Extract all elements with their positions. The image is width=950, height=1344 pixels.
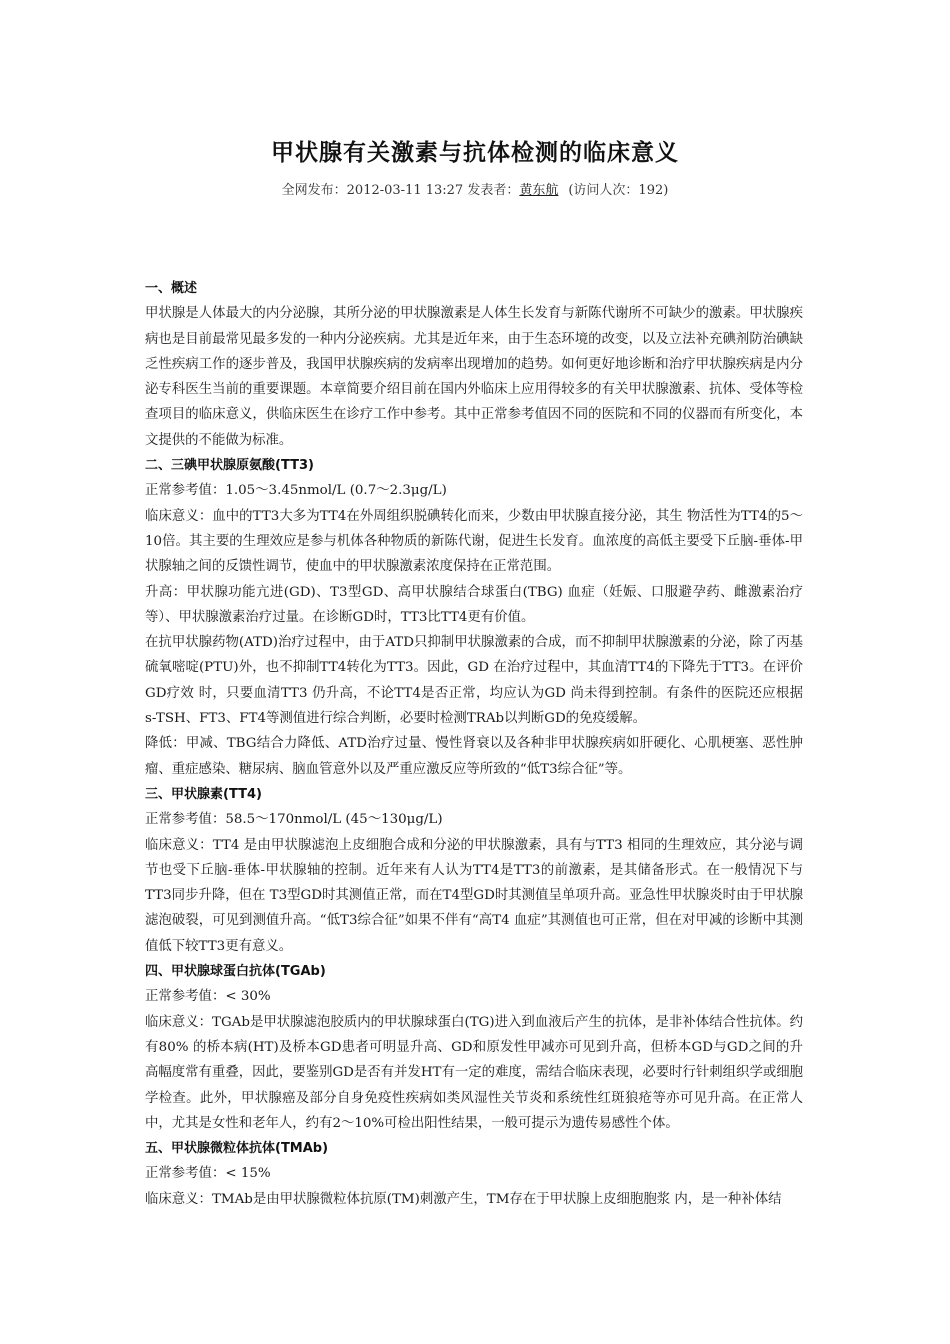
article-body — [145, 276, 803, 1212]
paragraph: 临床意义：TT4 是由甲状腺滤泡上皮细胞合成和分泌的甲状腺激素，具有与TT3 相同的生理效应，其分泌与调节也受下丘脑-垂体-甲状腺轴的控制。近年来有人认为TT4是TT3的前激素，是其储备形式。在一般情况下与TT3同步升降，但在 T3型GD时其测值正常，而在T4型GD时其测值呈单项升高。亚急性甲状腺炎时由于甲状腺滤泡破裂，可见到测值升高。“低T3综合征”如果不伴有“高T4 血症”其测值也可正常，但在对甲减的诊断中其测值低下较TT3更有意义。 — [145, 837, 803, 954]
paragraph: 临床意义：TMAb是由甲状腺微粒体抗原(TM)刺激产生，TM存在于甲状腺上皮细胞胞浆 内，是一种补体结 — [145, 1191, 782, 1207]
paragraph: 在抗甲状腺药物(ATD)治疗过程中，由于ATD只抑制甲状腺激素的合成，而不抑制甲状腺激素的分泌，除了丙基硫氧嘧啶(PTU)外，也不抑制TT4转化为TT3。因此，GD 在治疗过程中，其血清TT4的下降先于TT3。在评价GD疗效 时，只要血清TT3 仍升高，不论TT4是否正常，均应认为GD 尚未得到控制。有条件的医院还应根据 s-TSH、FT3、FT4等测值进行综合判断，必要时检测TRAb以判断GD的免疫缓解。 — [145, 635, 803, 727]
paragraph: 甲状腺是人体最大的内分泌腺，其所分泌的甲状腺激素是人体生长发育与新陈代谢所不可缺少的激素。甲状腺疾病也是目前最常见最多发的一种内分泌疾病。尤其是近年来，由于生态环境的改变，以及立法补充碘剂防治碘缺乏性疾病工作的逐步普及，我国甲状腺疾病的发病率出现增加的趋势。如何更好地诊断和治疗甲状腺疾病是内分泌专科医生当前的重要课题。本章简要介绍目前在国内外临床上应用得较多的有关甲状腺激素、抗体、受体等检查项目的临床意义，供临床医生在诊疗工作中参考。其中正常参考值因不同的医院和不同的仪器而有所变化，本文提供的不能做为标准。 — [145, 306, 803, 448]
reference-value: 正常参考值：1.05～3.45nmol/L (0.7～2.3μg/L) — [145, 483, 447, 499]
paragraph: 升高：甲状腺功能亢进(GD)、T3型GD、高甲状腺结合球蛋白(TBG) 血症（妊娠、口服避孕药、雌激素治疗等）、甲状腺激素治疗过量。在诊断GD时，TT3比TT4更有价值。 — [145, 584, 803, 625]
paragraph: 降低：甲减、TBG结合力降低、ATD治疗过量、慢性肾衰以及各种非甲状腺疾病如肝硬化、心肌梗塞、恶性肿瘤、重症感染、糖尿病、脑血管意外以及严重应激反应等所致的“低T3综合征”等。 — [145, 736, 803, 777]
reference-value: 正常参考值：< 15% — [145, 1166, 271, 1182]
section-heading-tgab: 四、甲状腺球蛋白抗体(TGAb) — [145, 964, 326, 980]
author-link[interactable]: 黄东航 — [519, 183, 559, 198]
reference-value: 正常参考值：58.5～170nmol/L (45～130μg/L) — [145, 812, 443, 828]
visit-count: (访问人次：192) — [568, 183, 669, 198]
section-heading-tt4: 三、甲状腺素(TT4) — [145, 786, 262, 802]
section-heading-tt3: 二、三碘甲状腺原氨酸(TT3) — [145, 458, 314, 474]
paragraph: 临床意义：血中的TT3大多为TT4在外周组织脱碘转化而来，少数由甲状腺直接分泌，其生 物活性为TT4的5～10倍。其主要的生理效应是参与机体各种物质的新陈代谢，促进生长发育。血浓度的高低主要受下丘脑-垂体-甲状腺轴之间的反馈性调节，使血中的甲状腺激素浓度保持在正常范围。 — [145, 508, 803, 575]
article-meta — [0, 179, 950, 198]
article-title: 甲状腺有关激素与抗体检测的临床意义 — [271, 140, 679, 166]
publish-info: 全网发布：2012-03-11 13:27 发表者： — [281, 183, 520, 198]
section-heading-tmab: 五、甲状腺微粒体抗体(TMAb) — [145, 1141, 329, 1157]
reference-value: 正常参考值：< 30% — [145, 989, 271, 1005]
paragraph: 临床意义：TGAb是甲状腺滤泡胶质内的甲状腺球蛋白(TG)进入到血液后产生的抗体，是非补体结合性抗体。约有80% 的桥本病(HT)及桥本GD患者可明显升高、GD和原发性甲减亦可见到升高，但桥本GD与GD之间的升高幅度常有重叠，因此，要鉴别GD是否有并发HT有一定的难度，需结合临床表现，必要时行针刺组织学或细胞学检查。此外，甲状腺癌及部分自身免疫性疾病如类风湿性关节炎和系统性红斑狼疮等亦可见升高。在正常人中，尤其是女性和老年人，约有2～10%可检出阳性结果，一般可提示为遗传易感性个体。 — [145, 1014, 804, 1131]
section-heading-overview: 一、概述 — [145, 281, 198, 296]
